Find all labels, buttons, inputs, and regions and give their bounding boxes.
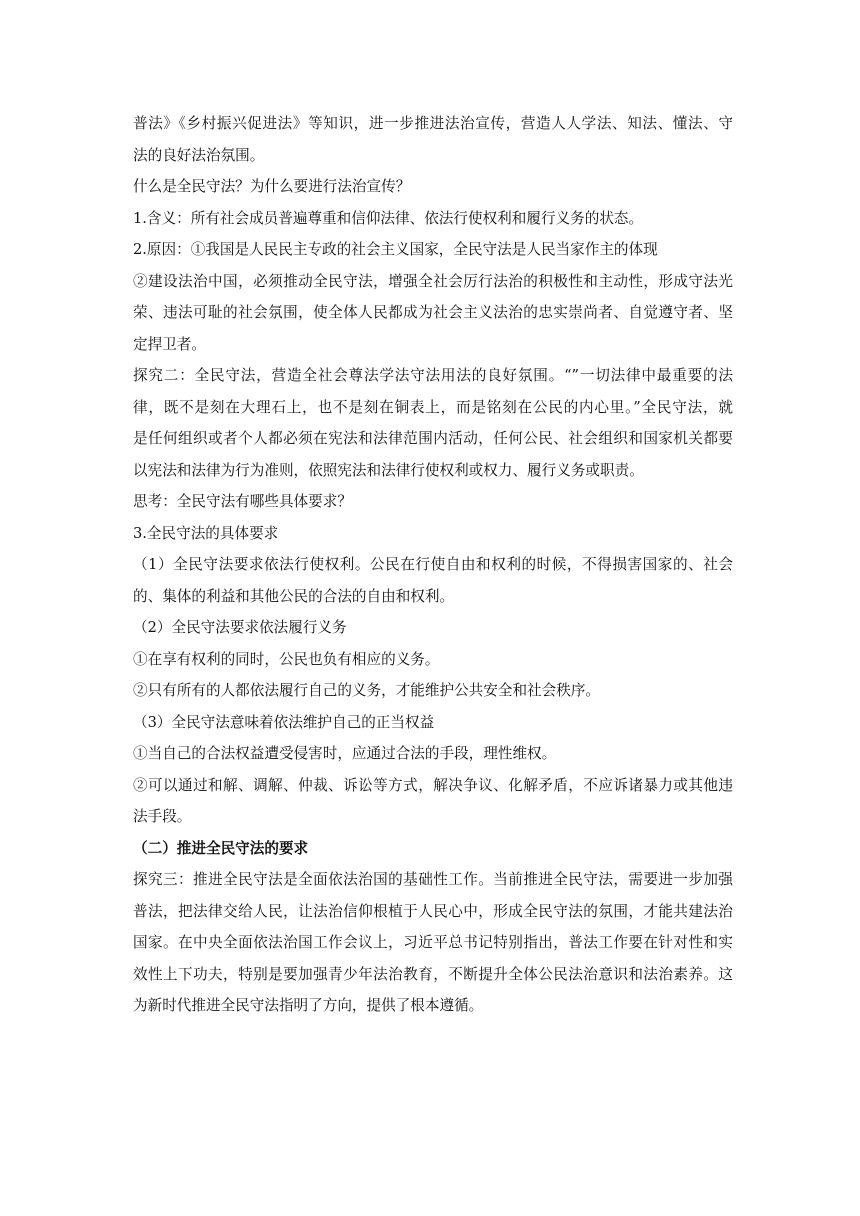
paragraph-line: 法的良好法治氛围。 <box>133 146 265 164</box>
paragraph-line: 的、集体的利益和其他公民的合法的自由和权利。 <box>133 587 455 605</box>
paragraph-line: ①当自己的合法权益遭受侵害时，应通过合法的手段，理性维权。 <box>133 745 557 762</box>
paragraph-line: ②只有所有的人都依法履行自己的义务，才能维护公共安全和社会秩序。 <box>133 682 601 699</box>
paragraph-line: （1）全民守法要求依法行使权利。公民在行使自由和权利的时候，不得损害国家的、社会 <box>133 556 733 573</box>
paragraph-line: 3.全民守法的具体要求 <box>133 524 279 542</box>
question-line: 思考：全民守法有哪些具体要求？ <box>133 493 352 510</box>
paragraph-line: 国家。在中央全面依法治国工作会议上，习近平总书记特别指出，普法工作要在针对性和实 <box>133 934 733 951</box>
question-line: 什么是全民守法？为什么要进行法治宣传？ <box>133 178 411 195</box>
paragraph-line: 法手段。 <box>133 808 192 825</box>
paragraph-line: 普法》《乡村振兴促进法》等知识，进一步推进法治宣传，营造人人学法、知法、懂法、守 <box>133 115 733 132</box>
paragraph-line: （3）全民守法意味着依法维护自己的正当权益 <box>133 713 435 731</box>
paragraph-line: 以宪法和法律为行为准则，依照宪法和法律行使权利或权力、履行义务或职责。 <box>133 461 644 479</box>
paragraph-line: 是任何组织或者个人都必须在宪法和法律范围内活动，任何公民、社会组织和国家机关都要 <box>133 430 733 447</box>
paragraph-line: 2.原因：①我国是人民民主专政的社会主义国家，全民守法是人民当家作主的体现 <box>133 241 658 258</box>
paragraph-line: 普法，把法律交给人民，让法治信仰根植于人民心中，形成全民守法的氛围，才能共建法治 <box>133 902 733 920</box>
paragraph-line: ②建设法治中国，必须推动全民守法，增强全社会厉行法治的积极性和主动性，形成守法光 <box>133 272 733 290</box>
section-heading: （二）推进全民守法的要求 <box>133 839 309 857</box>
paragraph-line: 探究三：推进全民守法是全面依法治国的基础性工作。当前推进全民守法，需要进一步加强 <box>133 871 733 888</box>
paragraph-line: （2）全民守法要求依法履行义务 <box>133 619 347 636</box>
paragraph-line: 定捍卫者。 <box>133 335 206 353</box>
paragraph-line: 探究二：全民守法，营造全社会尊法学法守法用法的良好氛围。“”一切法律中最重要的法 <box>133 367 733 384</box>
paragraph-line: ①在享有权利的同时，公民也负有相应的义务。 <box>133 650 440 668</box>
document-page <box>133 108 733 1022</box>
paragraph-line: 律，既不是刻在大理石上，也不是刻在铜表上，而是铭刻在公民的内心里。”全民守法，就 <box>133 398 733 416</box>
paragraph-line: ②可以通过和解、调解、仲裁、诉讼等方式，解决争议、化解矛盾，不应诉诸暴力或其他违 <box>133 776 733 794</box>
paragraph-line: 效性上下功夫，特别是要加强青少年法治教育，不断提升全体公民法治意识和法治素养。这 <box>133 965 733 983</box>
paragraph-line: 1.含义：所有社会成员普遍尊重和信仰法律、依法行使权利和履行义务的状态。 <box>133 209 644 227</box>
paragraph-line: 荣、违法可耻的社会氛围，使全体人民都成为社会主义法治的忠实崇尚者、自觉遵守者、坚 <box>133 304 733 321</box>
paragraph-line: 为新时代推进全民守法指明了方向，提供了根本遵循。 <box>133 997 484 1014</box>
